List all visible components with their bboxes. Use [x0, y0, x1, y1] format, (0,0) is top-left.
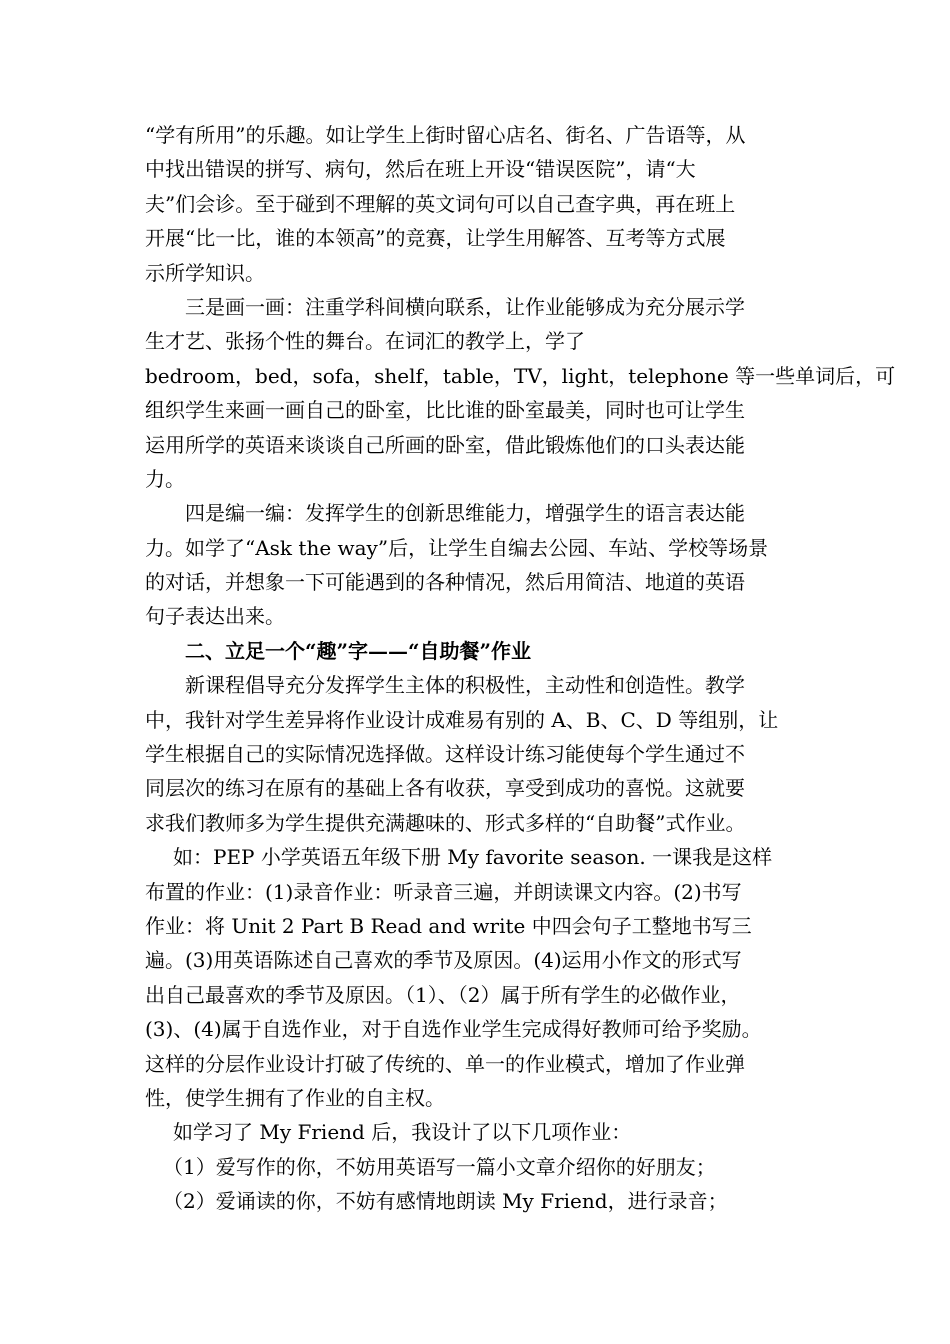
paragraph-line: 运用所学的英语来谈谈自己所画的卧室，借此锻炼他们的口头表达能 — [145, 432, 745, 457]
paragraph-line: 组织学生来画一画自己的卧室，比比谁的卧室最美，同时也可让学生 — [145, 398, 745, 423]
paragraph-line: 出自己最喜欢的季节及原因。（1）、（2）属于所有学生的必做作业， — [145, 982, 741, 1007]
paragraph-line: 这样的分层作业设计打破了传统的、单一的作业模式，增加了作业弹 — [145, 1051, 745, 1076]
paragraph-line: 力。 — [145, 466, 185, 491]
paragraph-line: (3)、(4)属于自选作业，对于自选作业学生完成得好教师可给予奖励。 — [145, 1017, 762, 1042]
paragraph-line: 三是画一画：注重学科间横向联系，让作业能够成为充分展示学 — [185, 294, 745, 319]
paragraph-line: bedroom，bed，sofa，shelf，table，TV，light，telephone 等一些单词后，可 — [145, 363, 896, 388]
paragraph-line: 中，我针对学生差异将作业设计成难易有别的 A、B、C、D 等组别，让 — [145, 707, 779, 732]
paragraph-line: 作业：将 Unit 2 Part B Read and write 中四会句子工整地书写三 — [145, 913, 752, 938]
paragraph-line: 力。如学了“Ask the way”后，让学生自编去公园、车站、学校等场景 — [145, 535, 769, 560]
list-item: （2）爱诵读的你，不妨有感情地朗读 My Friend，进行录音； — [163, 1189, 728, 1214]
paragraph-line: “学有所用”的乐趣。如让学生上街时留心店名、街名、广告语等，从 — [145, 123, 746, 147]
paragraph-line: 学生根据自己的实际情况选择做。这样设计练习能使每个学生通过不 — [145, 742, 745, 767]
paragraph-line: 新课程倡导充分发挥学生主体的积极性，主动性和创造性。教学 — [185, 673, 745, 698]
document-body — [145, 118, 896, 1219]
paragraph-line: 性，使学生拥有了作业的自主权。 — [145, 1085, 445, 1110]
section-heading: 二、立足一个“趣”字——“自助餐”作业 — [185, 638, 532, 663]
paragraph-line: 示所学知识。 — [145, 260, 265, 285]
list-item: （1）爱写作的你，不妨用英语写一篇小文章介绍你的好朋友； — [163, 1154, 716, 1179]
paragraph-line: 同层次的练习在原有的基础上各有收获，享受到成功的喜悦。这就要 — [145, 776, 745, 801]
paragraph-line: 中找出错误的拼写、病句，然后在班上开设“错误医院”，请“大 — [145, 157, 696, 182]
paragraph-line: 如学习了 My Friend 后，我设计了以下几项作业： — [173, 1120, 632, 1145]
paragraph-line: 遍。(3)用英语陈述自己喜欢的季节及原因。(4)运用小作文的形式写 — [145, 948, 742, 973]
paragraph-line: 如：PEP 小学英语五年级下册 My favorite season. 一课我是这样 — [173, 845, 773, 870]
paragraph-line: 四是编一编：发挥学生的创新思维能力，增强学生的语言表达能 — [185, 501, 745, 526]
paragraph-line: 求我们教师多为学生提供充满趣味的、形式多样的“自助餐”式作业。 — [145, 810, 746, 835]
paragraph-line: 夫”们会诊。至于碰到不理解的英文词句可以自己查字典，再在班上 — [145, 191, 736, 216]
paragraph-line: 开展“比一比，谁的本领高”的竞赛，让学生用解答、互考等方式展 — [145, 226, 726, 251]
paragraph-line: 布置的作业：(1)录音作业：听录音三遍，并朗读课文内容。(2)书写 — [145, 879, 742, 904]
paragraph-line: 的对话，并想象一下可能遇到的各种情况，然后用简洁、地道的英语 — [145, 570, 745, 595]
paragraph-line: 生才艺、张扬个性的舞台。在词汇的教学上，学了 — [145, 329, 585, 354]
paragraph-line: 句子表达出来。 — [145, 604, 285, 629]
